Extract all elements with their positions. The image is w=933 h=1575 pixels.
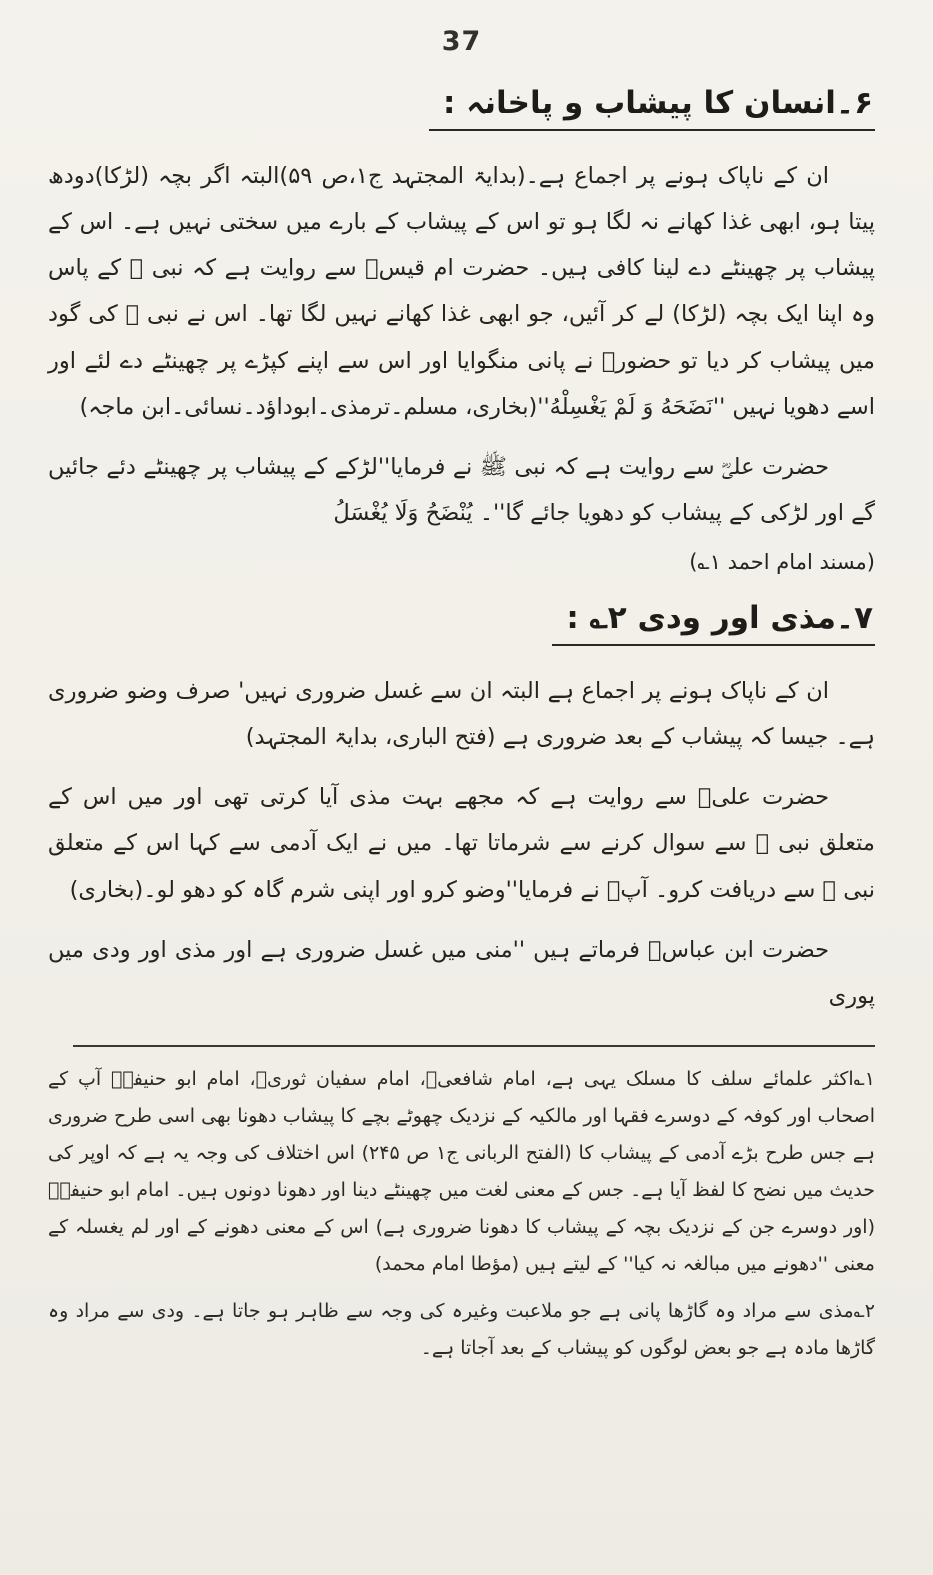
section-1-paragraph-1: ان کے ناپاک ہونے پر اجماع ہے۔(بدایۃ المجتہد ج۱،ص ۵۹)البتہ اگر بچہ (لڑکا)دودھ پیتا ہو، ابھی غذا کھانے نہ لگا ہو تو اس کے پیشاب کے بارے میں سختی نہیں ہے۔ اس کے پیشاب پر چھینٹے دے لینا کافی ہیں۔ حضرت ام قیسؓ سے روایت ہے کہ نبی ﷺ کے پاس وہ اپنا ایک بچہ (لڑکا) لے کر آئیں، جو ابھی غذا کھانے نہیں لگا تھا۔ اس نے نبی ﷺ کی گود میں پیشاب کر دیا تو حضورؐ نے پانی منگوایا اور اس سے اپنے کپڑے پر چھینٹے دے لئے اور اسے دھویا نہیں ''نَضَحَهُ وَ لَمْ يَغْسِلْهُ''(بخاری، مسلم۔ترمذی۔ابوداؤد۔نسائی۔ابن ماجہ) [48,163,875,420]
section-1-heading-text: ۶۔انسان کا پیشاب و پاخانہ : [429,85,875,131]
section-2-heading-text: ۷۔مذی اور ودی ۲؎ : [552,600,875,646]
footnote-2: ۲؎مذی سے مراد وہ گاڑھا پانی ہے جو ملاعبت وغیرہ کی وجہ سے ظاہر ہو جاتا ہے۔ ودی سے مراد وہ گاڑھا مادہ ہے جو بعض لوگوں کو پیشاب کے بعد آجاتا ہے۔ [48,1300,875,1360]
section-2-heading [48,600,875,646]
page-number: 37 [441,26,482,57]
footnote-1: ۱؎اکثر علمائے سلف کا مسلک یہی ہے، امام شافعیؒ، امام سفیان ثوریؒ، امام ابو حنیفہؒ آپ کے اصحاب اور کوفہ کے دوسرے فقہا اور مالکیہ کے نزدیک چھوٹے بچے کا پیشاب دھونا بھی اسی طرح ضروری ہے جس طرح بڑے آدمی کے پیشاب کا (الفتح الربانی ج۱ ص ۲۴۵) اس اختلاف کی وجہ یہ ہے کہ اوپر کی حدیث میں نضح کا لفظ آیا ہے۔ جس کے معنی لغت میں چھینٹے دینا اور دھونا دونوں ہیں۔ امام ابو حنیفہؒ (اور دوسرے جن کے نزدیک بچہ کے پیشاب کا دھونا ضروری ہے) اس کے معنی دھونے کے اور لم یغسلہ کے معنی ''دھونے میں مبالغہ نہ کیا'' کے لیتے ہیں (مؤطا امام محمد) [48,1067,875,1276]
section-2-paragraph-3: حضرت ابن عباسؓ فرماتے ہیں ''منی میں غسل ضروری ہے اور مذی اور ودی میں پوری [48,936,875,1009]
footnote-divider [73,1045,875,1047]
section-2-paragraph-2: حضرت علیؓ سے روایت ہے کہ مجھے بہت مذی آیا کرتی تھی اور میں اس کے متعلق نبی ﷺ سے سوال کرنے سے شرماتا تھا۔ میں نے ایک آدمی سے کہا اس کے متعلق نبی ﷺ سے دریافت کرو۔ آپؐ نے فرمایا''وضو کرو اور اپنی شرم گاہ کو دھو لو۔(بخاری) [48,784,875,903]
section-1-paragraph-2: حضرت علیؓ سے روایت ہے کہ نبی ﷺ نے فرمایا''لڑکے کے پیشاب پر چھینٹے دئے جائیں گے اور لڑکی کے پیشاب کو دھویا جائے گا''۔ يُنْضَحُ وَلَا يُغْسَلُ [48,453,875,526]
section-1-citation: (مسند امام احمد ۱؎) [689,550,875,574]
section-2-paragraph-1: ان کے ناپاک ہونے پر اجماع ہے البتہ ان سے غسل ضروری نہیں' صرف وضو ضروری ہے۔ جیسا کہ پیشاب کے بعد ضروری ہے (فتح الباری، بدایۃ المجتہد) [48,678,875,751]
section-1-heading [48,85,875,131]
